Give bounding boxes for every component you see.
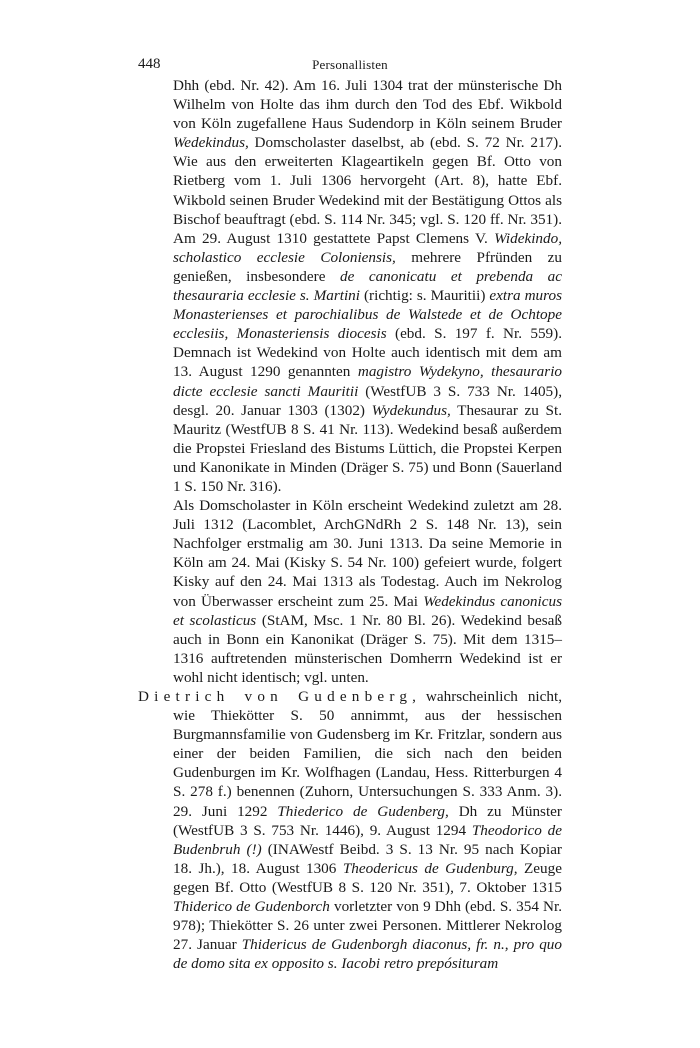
italic-text: Thiederico de Gudenberg,	[277, 802, 449, 820]
page-number: 448	[138, 56, 161, 72]
body-text	[138, 76, 562, 973]
italic-text: extra muros Monasterienses et parochialibus de Walstede et de Ochtope ecclesiis, Monasteriensis diocesis	[173, 287, 562, 343]
italic-text: magistro Wydekyno, thesaurario dicte ecclesie sancti Mauritii	[173, 363, 563, 400]
italic-text: Wydekundus,	[371, 401, 451, 419]
text-run: (INAWestf Beibd. 3 S. 13 Nr. 95 nach Kopiar 18. Jh.), 18. August 1306	[173, 840, 562, 877]
text-run: Domscholaster daselbst, ab (ebd. S. 72 Nr. 217). Wie aus den erweiterten Klageartikeln gegen Bf. Otto von Rietberg vom 1. Juli 1306 hervorgeht (Art. 8), hatte Ebf. Wikbold seinen Bruder Wedekind mit der Bestätigung Ottos als Bischof beauftragt (ebd. S. 114 Nr. 345; vgl. S. 120 ff. Nr. 351). Am 29. August 1310 gestattete Papst Clemens V.	[173, 134, 562, 247]
italic-text: Thiderico de Gudenborch	[173, 898, 330, 916]
text-run: Dh zu Münster (WestfUB 3 S. 753 Nr. 1446), 9. August 1294	[173, 802, 562, 839]
entry-dietrich-von-gudenberg	[138, 687, 562, 973]
text-run: mehrere Pfründen zu genießen, insbesondere	[173, 248, 562, 285]
italic-text: de canonicatu et prebenda ac thesauraria ecclesie s. Martini	[173, 267, 562, 305]
text-run: (StAM, Msc. 1 Nr. 80 Bl. 26). Wedekind besaß auch in Bonn ein Kanonikat (Dräger S. 75). Mit dem 1315–1316 auftretenden münsterischen Domherrn Wedekind ist er wohl nicht identisch; vgl. unten.	[173, 611, 562, 686]
text-run: (WestfUB 3 S. 733 Nr. 1405), desgl. 20. Januar 1303 (1302)	[173, 382, 562, 419]
text-run: , wahrscheinlich nicht, wie Thiekötter S. 50 annimmt, aus der hessischen Burgmannsfamilie von Gudensberg im Kr. Fritzlar, sondern aus einer der beiden Familien, die sich nach den beiden Gudenburgen im Kr. Wolfhagen (Landau, Hess. Ritterburgen 4 S. 278 f.) benennen (Zuhorn, Untersuchungen S. 333 Anm. 3). 29. Juni 1292	[173, 688, 562, 820]
text-run: Thesaurar zu St. Mauritz (WestfUB 8 S. 41 Nr. 113). Wedekind besaß außerdem die Propstei Friesland des Bistums Lüttich, die Propstei Kerpen und Kanonikate in Minden (Dräger S. 75) und Bonn (Sauerland 1 S. 150 Nr. 316).	[173, 401, 562, 495]
italic-text: Thidericus de Gudenborgh diaconus, fr. n., pro quo de domo sita ex opposito s. Iacobi retro prepósituram	[173, 936, 562, 973]
text-run: Als Domscholaster in Köln erscheint Wedekind zuletzt am 28. Juli 1312 (Lacomblet, ArchGNdRh 2 S. 148 Nr. 13), sein Nachfolger erstmalig am 30. Juni 1313. Da seine Memorie in Köln am 24. Mai (Kisky S. 54 Nr. 100) gefeiert wurde, folgert Kisky auf den 24. Mai 1313 als Todestag. Auch im Nekrolog von Überwasser erscheint zum 25. Mai	[173, 497, 562, 610]
italic-text: Widekindo, scholastico ecclesie Coloniensis,	[173, 229, 562, 266]
paragraph-continuation	[138, 76, 562, 496]
text-run: (richtig: s. Mauritii)	[360, 287, 490, 305]
text-run: vorletzter von 9 Dhh (ebd. S. 354 Nr. 978); Thiekötter S. 26 unter zwei Personen. Mittlerer Nekrolog 27. Januar	[173, 898, 562, 954]
italic-text: Theodericus de Gudenburg,	[342, 859, 518, 877]
entry-name: Dietrich von Gudenberg	[138, 688, 413, 705]
italic-text: Theodorico de Budenbruh (!)	[173, 821, 562, 858]
text-run: (ebd. S. 197 f. Nr. 559). Demnach ist Wedekind von Holte auch identisch mit dem am 13. August 1290 genannten	[173, 325, 562, 381]
running-title: Personallisten	[312, 57, 388, 72]
text-run: Dhh (ebd. Nr. 42). Am 16. Juli 1304 trat der münsterische Dh Wilhelm von Holte das ihm durch den Tod des Ebf. Wikbold von Köln zugefallene Haus Sudendorp in Köln seinem Bruder	[173, 77, 562, 133]
text-run: Zeuge gegen Bf. Otto (WestfUB 8 S. 120 Nr. 351), 7. Oktober 1315	[173, 859, 562, 896]
italic-text: Wedekindus canonicus et scolasticus	[173, 592, 562, 629]
paragraph-domscholaster	[138, 496, 562, 687]
italic-text: Wedekindus,	[173, 134, 249, 152]
